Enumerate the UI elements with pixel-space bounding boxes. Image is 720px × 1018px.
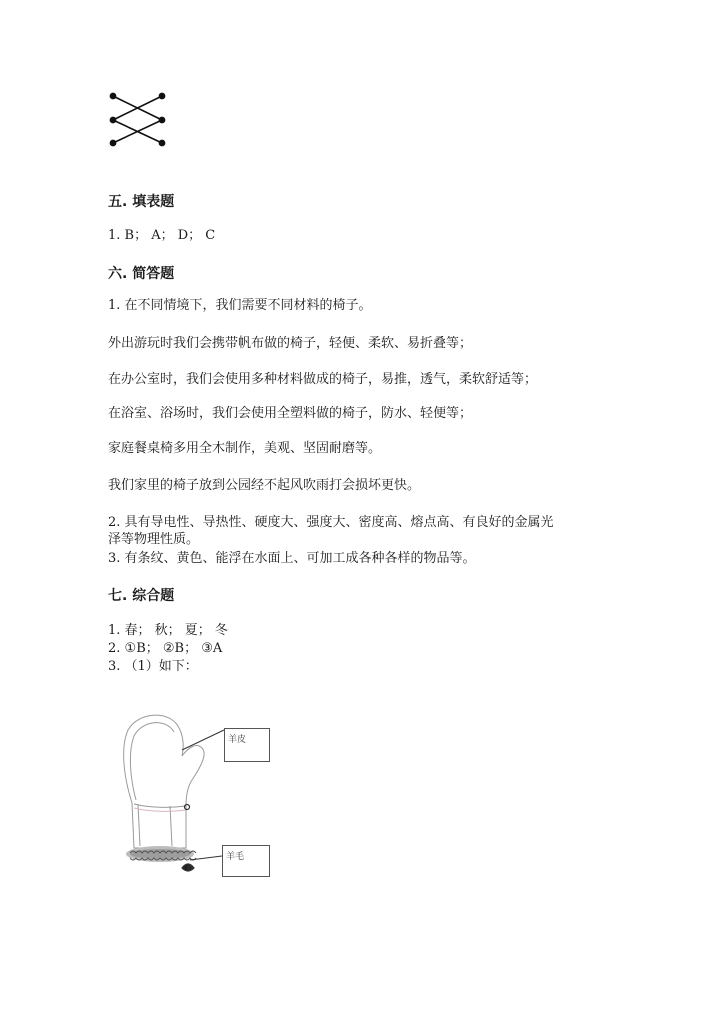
label-wool: 羊毛	[226, 852, 245, 862]
section-six-q3: 3. 有条纹、黄色、能浮在水面上、可加工成各种各样的物品等。	[108, 551, 476, 566]
label-box-sheepskin	[224, 728, 270, 762]
section-six-q1-line: 在办公室时，我们会使用多种材料做成的椅子，易推，透气，柔软舒适等；	[108, 372, 538, 387]
section-six-q2-line1: 2. 具有导电性、导热性、硬度大、强度大、密度高、熔点高、有良好的金属光	[108, 515, 554, 530]
label-sheepskin: 羊皮	[228, 735, 247, 745]
section-seven-answer-3: 3. （1）如下：	[108, 659, 198, 674]
label-box-wool	[222, 845, 270, 877]
section-five-answer: 1. B； A； D； C	[108, 228, 216, 243]
section-six-q1-intro: 1. 在不同情境下，我们需要不同材料的椅子。	[108, 298, 372, 313]
section-seven-heading: 七. 综合题	[108, 588, 175, 604]
section-six-q1-line: 外出游玩时我们会携带帆布做的椅子，轻便、柔软、易折叠等；	[108, 336, 473, 351]
section-six-heading: 六. 简答题	[108, 266, 175, 282]
section-six-q2-line2: 泽等物理性质。	[108, 532, 200, 547]
section-seven-answer-2: 2. ①B； ②B； ③A	[108, 641, 223, 656]
section-six-q1-line: 家庭餐桌椅多用全木制作，美观、坚固耐磨等。	[108, 441, 382, 456]
section-seven-answer-1: 1. 春； 秋； 夏； 冬	[108, 623, 228, 638]
section-five-heading: 五. 填表题	[108, 194, 175, 210]
section-six-q1-line: 我们家里的椅子放到公园经不起风吹雨打会损坏更快。	[108, 478, 421, 493]
section-six-q1-line: 在浴室、浴场时，我们会使用全塑料做的椅子，防水、轻便等；	[108, 406, 473, 421]
matching-lines-figure	[100, 86, 180, 152]
